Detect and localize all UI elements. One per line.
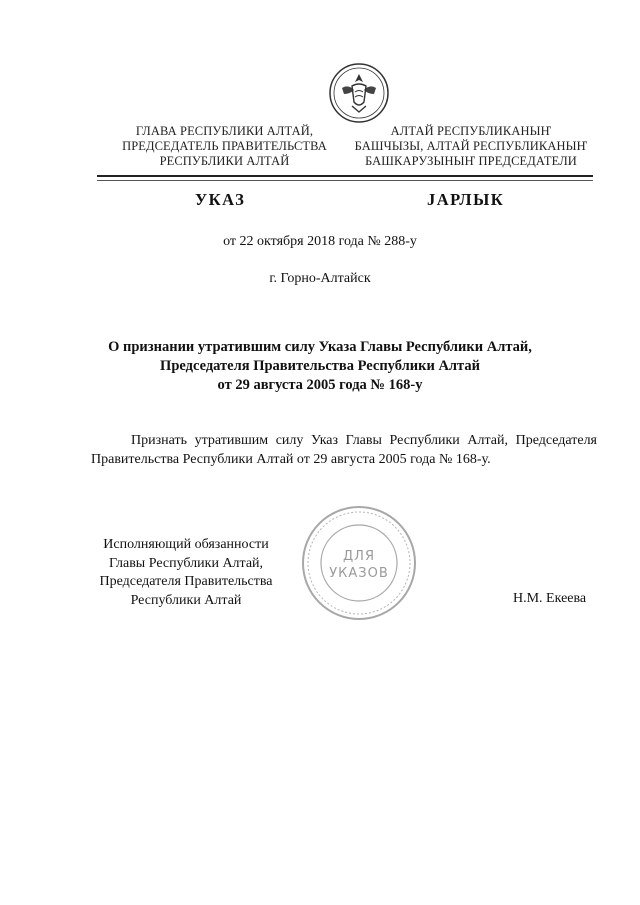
header-rule-thin [97, 180, 593, 181]
header-right-block [346, 124, 596, 169]
altai-coat-of-arms-icon [328, 62, 390, 124]
header-right-line: БАШЧЫЗЫ, АЛТАЙ РЕСПУБЛИКАНЫҤ [354, 139, 588, 153]
signatory-position [91, 536, 281, 610]
header-left-line: ПРЕДСЕДАТЕЛЬ ПРАВИТЕЛЬСТВА [122, 139, 327, 153]
document-title [80, 338, 560, 395]
position-line: Республики Алтай [130, 592, 242, 608]
document-date-number: от 22 октября 2018 года № 288-у [223, 234, 417, 249]
doc-type-ukaz: УКАЗ [195, 190, 246, 209]
position-line: Главы Республики Алтай, [108, 555, 264, 571]
header-right-line: БАШКАРУЗЫНЫҤ ПРЕДСЕДАТЕЛИ [365, 154, 577, 168]
document-city: г. Горно-Алтайск [269, 271, 371, 286]
position-line: Исполняющий обязанности [103, 537, 269, 552]
position-line: Председателя Правительства [99, 574, 273, 589]
header-left-line: РЕСПУБЛИКИ АЛТАЙ [159, 154, 290, 168]
stamp-text-line2: УКАЗОВ [329, 566, 389, 581]
title-line: от 29 августа 2005 года № 168-у [217, 377, 423, 393]
signatory-name: Н.М. Екеева [513, 591, 587, 606]
header-rule-thick [97, 175, 593, 177]
header-right-line: АЛТАЙ РЕСПУБЛИКАНЫҤ [390, 124, 552, 138]
document-body-paragraph: Признать утратившим силу Указ Главы Республики Алтай, Председателя Правительства Республики Алтай от 29 августа 2005 года № 168-у. [91, 433, 597, 467]
doc-type-jarlyk: JАРЛЫК [427, 190, 505, 209]
title-line: О признании утратившим силу Указа Главы Республики Алтай, [108, 339, 532, 355]
header-left-block [112, 124, 337, 169]
stamp-text-line1: ДЛЯ [343, 549, 375, 564]
header-left-line: ГЛАВА РЕСПУБЛИКИ АЛТАЙ, [135, 124, 314, 138]
coat-of-arms-emblem [328, 62, 390, 124]
round-seal-icon [300, 504, 418, 622]
official-stamp [300, 504, 418, 622]
title-line: Председателя Правительства Республики Алтай [160, 358, 480, 374]
